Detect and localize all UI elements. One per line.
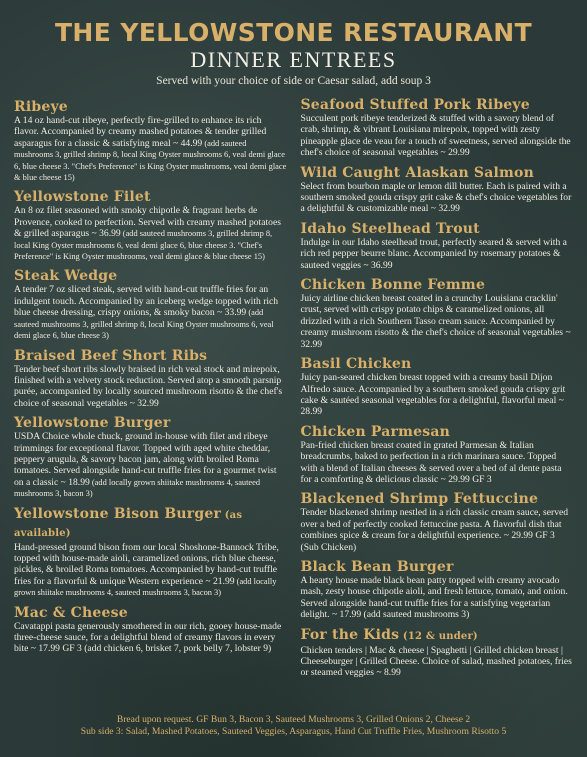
menu-item-name [301, 491, 574, 507]
item-tag: (as available) [14, 509, 243, 539]
menu-item-description [301, 645, 574, 679]
item-description-text: Cavatappi pasta generously smothered in our rich, gooey house-made three-cheese sauce, for a delightful blend of creamy flavors in every bite ~ 17.99 GF 3 (add chicken 6, brisket 7, pork belly 7, lobster 9) [14, 620, 282, 655]
menu-item-name [301, 356, 574, 372]
menu-item-description [301, 507, 574, 553]
menu-item-description [301, 372, 574, 418]
menu-item-mac-cheese [14, 605, 287, 655]
menu-item-description [14, 115, 287, 183]
menu-columns [14, 97, 573, 685]
menu-item-name [14, 268, 287, 284]
menu-item-description [14, 431, 287, 499]
menu-item-seafood-stuffed-pork-ribeye [301, 97, 574, 159]
menu-item-name [14, 99, 287, 115]
menu-item-name [14, 506, 287, 542]
item-description-text: Chicken tenders | Mac & cheese | Spaghetti | Grilled chicken breast | Cheeseburger | Grilled Cheese. Choice of salad, mashed potatoes, fries or steamed veggies ~ 8.99 [300, 644, 572, 679]
item-description-text: Select from bourbon maple or lemon dill butter. Each is paired with a southern smoked gouda crispy grit cake & chef's choice vegetables for a delightful & customizable meal ~ 32.99 [300, 180, 572, 215]
item-name-text: Blackened Shrimp Fettuccine [300, 491, 539, 508]
menu-item-description [14, 205, 287, 262]
item-description-text: Tender blackened shrimp nestled in a rich classic cream sauce, served over a bed of perfectly cooked fettuccine pasta. A flavorful dish that combines spice & cream for a delightful experience. ~ 29.99 GF 3 (Sub Chicken) [300, 507, 569, 553]
menu-item-description [301, 113, 574, 159]
menu-item-name [301, 165, 574, 181]
item-name-text: Ribeye [14, 99, 68, 115]
footer-sides: Sub side 3: Salad, Mashed Potatoes, Sauteed Veggies, Asparagus, Hand Cut Truffle Fries, Mushroom Risotto 5 [80, 725, 507, 737]
menu-item-description [301, 237, 574, 271]
item-description-text: Tender beef short ribs slowly braised in rich veal stock and mirepoix, finished with a velvety stock reduction. Served atop a smooth parsnip purée, accompanied by locally sourced mushroom risotto & the chef's choice of seasonal vegetables ~ 32.99 [14, 363, 283, 409]
menu-item-description [301, 293, 574, 350]
item-name-text: Black Bean Burger [300, 558, 454, 575]
restaurant-title: THE YELLOWSTONE RESTAURANT [54, 18, 533, 47]
item-name-text: Braised Beef Short Ribs [14, 347, 208, 364]
item-addons: (add locally grown shiitake mushrooms 4, sauteed mushrooms 3, bacon 3) [14, 477, 261, 499]
menu-item-description [14, 364, 287, 410]
menu-item-description [301, 575, 574, 621]
item-name-text: Wild Caught Alaskan Salmon [300, 164, 534, 181]
left-column [14, 99, 287, 685]
menu-item-name [14, 348, 287, 364]
menu-footer [0, 714, 587, 737]
item-addons: (add locally grown shiitake mushrooms 4, sauteed mushrooms 3, bacon 3) [14, 576, 277, 598]
menu-item-name [301, 97, 574, 113]
item-name-text: Yellowstone Burger [14, 415, 171, 432]
menu-item-name [14, 189, 287, 205]
served-note: Served with your choice of side or Caesar salad, add soup 3 [156, 75, 431, 87]
menu-item-for-the-kids [301, 627, 574, 679]
menu-item-chicken-bonne-femme [301, 277, 574, 350]
menu-item-idaho-steelhead-trout [301, 221, 574, 271]
menu-item-black-bean-burger [301, 559, 574, 621]
item-name-text: Idaho Steelhead Trout [300, 220, 480, 237]
item-description-text: Pan-fried chicken breast coated in grated Parmesan & Italian breadcrumbs, baked to perfection in a rich marinara sauce. Topped with a blend of Italian cheeses & served over a bed of al dente pasta for a comforting & delicious classic ~ 29.99 GF 3 [300, 439, 562, 485]
menu-item-steak-wedge [14, 268, 287, 341]
menu-item-name [301, 221, 574, 237]
item-description-text: Juicy pan-seared chicken breast topped with a creamy basil Dijon Alfredo sauce. Accompanied by a southern smoked gouda crispy grit cake & sautéed seasonal vegetables for a delightful, flavorful meal ~ 28.99 [300, 372, 566, 418]
item-description-text: A tender 7 oz sliced steak, served with hand-cut truffle fries for an indulgent touch. Accompanied by an iceberg wedge topped with rich blue cheese dressing, crispy onions, & smoky bacon ~ 33.99 [14, 284, 279, 319]
item-name-text: Yellowstone Filet [14, 189, 151, 206]
menu-item-yellowstone-burger [14, 415, 287, 499]
footer-addons: Bread upon request. GF Bun 3, Bacon 3, Sauteed Mushrooms 3, Grilled Onions 2, Cheese 2 [116, 714, 471, 725]
menu-item-ribeye [14, 99, 287, 183]
item-description-text: Hand-pressed ground bison from our local Shoshone-Bannock Tribe, topped with house-made aioli, caramelized onions, rich blue cheese, pickles, & broiled Roma tomatoes. Accompanied by hand-cut truffle fries for a flavorful & unique Western experience ~ 21.99 [14, 541, 279, 587]
menu-item-basil-chicken [301, 356, 574, 418]
item-description-text: Succulent pork ribeye tenderized & stuffed with a savory blend of crab, shrimp, & vibrant Louisiana mirepoix, topped with zesty pineapple glace de veau for a touch of sweetness, served alongside the chef's choice of seasonal vegetables ~ 29.99 [300, 113, 571, 159]
menu-item-name [301, 424, 574, 440]
item-name-text: Mac & Cheese [14, 604, 128, 621]
item-description-text: A 14 oz hand-cut ribeye, perfectly fire-grilled to enhance its rich flavor. Accompanied by creamy mashed potatoes & tender grilled asparagus for a classic & satisfying meal ~ 44.99 [14, 115, 267, 149]
item-name-text: Steak Wedge [14, 268, 118, 285]
menu-item-yellowstone-bison-burger [14, 506, 287, 599]
item-name-text: Yellowstone Bison Burger [14, 505, 222, 522]
item-name-text: For the Kids [300, 626, 400, 643]
item-description-text: Indulge in our Idaho steelhead trout, perfectly seared & served with a rich red pepper beurre blanc. Accompanied by rosemary potatoes & sauteed veggies ~ 36.99 [300, 236, 567, 271]
item-description-text: Juicy airline chicken breast coated in a crunchy Louisiana cracklin' crust, served with crispy potato chips & caramelized onions, all drizzled with a rich Southern Tasso cream sauce. Accompanied by creamy mushroom risotto & the chef's choice of seasonal vegetables ~ 32.99 [300, 293, 571, 350]
item-description-text: USDA Choice whole chuck, ground in-house with filet and ribeye trimmings for exceptional flavor. Topped with aged white cheddar, peppery arugula, & savory bacon jam, along with broiled Roma tomatoes. Served alongside hand-cut truffle fries for a gourmet twist on a classic ~ 18.99 [14, 431, 277, 488]
item-description-text: An 8 oz filet seasoned with smoky chipotle & fragrant herbs de Provence, cooked to perfection. Served with creamy mashed potatoes & grilled asparagus ~ 36.99 [14, 205, 281, 240]
menu-item-yellowstone-filet [14, 189, 287, 262]
item-name-text: Seafood Stuffed Pork Ribeye [300, 97, 530, 113]
item-name-text: Chicken Bonne Femme [300, 277, 486, 294]
menu-item-description [301, 440, 574, 486]
menu-item-name [301, 559, 574, 575]
item-addons: (add sauteed mushrooms 3, grilled shrimp 8, local King Oyster mushrooms 6, veal demi glace 6, blue cheese 3) [14, 308, 274, 341]
menu-item-description [14, 621, 287, 655]
menu-item-chicken-parmesan [301, 424, 574, 486]
item-description-text: A hearty house made black bean patty topped with creamy avocado mash, zesty house chipotle aioli, and fresh lettuce, tomato, and onion. Served alongside hand-cut truffle fries for a satisfying vegetarian delight. ~ 17.99 (add sauteed mushrooms 3) [300, 574, 568, 621]
item-name-text: Chicken Parmesan [300, 423, 450, 440]
menu-item-name [301, 627, 574, 645]
menu-item-description [14, 542, 287, 599]
menu-item-description [14, 284, 287, 341]
menu-item-name [301, 277, 574, 293]
item-addons: (add sauteed mushrooms 3, grilled shrimp 8, local King Oyster mushrooms 6, veal demi glace 6, blue cheese 3. "Chef's Preference" is King Oyster mushrooms, veal demi glace & blue cheese 15) [14, 138, 287, 183]
menu-item-name [14, 605, 287, 621]
item-tag: (12 & under) [399, 630, 478, 642]
menu-item-wild-caught-alaskan-salmon [301, 165, 574, 215]
item-addons: (add sauteed mushrooms 3, grilled shrimp 8, local King Oyster mushrooms 6, veal demi glace 6, blue cheese 3. "Chef's Preference" is King Oyster mushrooms, veal demi glace & blue cheese 15) [14, 229, 273, 262]
menu-item-name [14, 415, 287, 431]
menu-item-description [301, 181, 574, 215]
right-column [301, 97, 574, 685]
menu-item-blackened-shrimp-fettuccine [301, 491, 574, 553]
menu-item-braised-beef-short-ribs [14, 348, 287, 410]
menu-header [14, 19, 573, 88]
section-title: DINNER ENTREES [190, 47, 397, 72]
item-name-text: Basil Chicken [300, 356, 412, 373]
